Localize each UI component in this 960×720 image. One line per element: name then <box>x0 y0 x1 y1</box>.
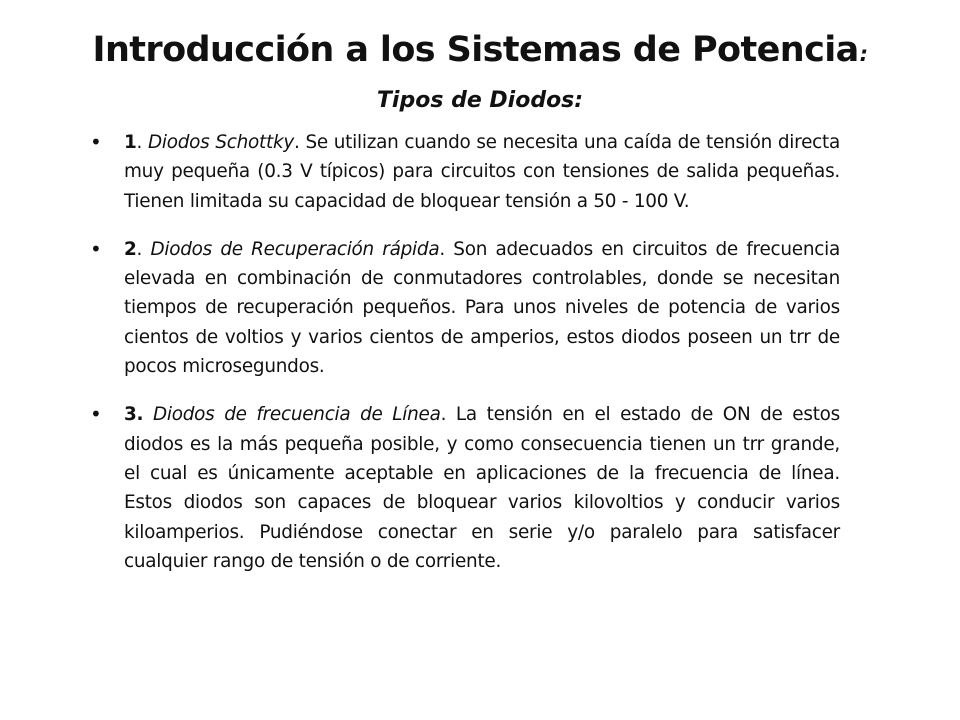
bullet-list <box>0 128 960 595</box>
bullet-text: 1. Diodos Schottky. Se utilizan cuando se necesita una caída de tensión directa muy pequeña (0.3 V típicos) para circuitos con tensiones de salida pequeñas. Tienen limitada su capacidad de bloquear tensión a 50 - 100 V. <box>124 132 840 212</box>
bullet-text: 3. Diodos de frecuencia de Línea. La tensión en el estado de ON de estos diodos es la más pequeña posible, y como consecuencia tienen un trr grande, el cual es únicamente aceptable en aplicaciones de la frecuencia de línea. Estos diodos son capaces de bloquear varios kilovoltios y conducir varios kiloamperios. Pudiéndose conectar en serie y/o paralelo para satisfacer cualquier rango de tensión o de corriente. <box>124 404 840 572</box>
bullet-description: La tensión en el estado de ON de estos diodos es la más pequeña posible, y como consecuencia tienen un trr grande, el cual es únicamente aceptable en aplicaciones de la frecuencia de línea. Estos diodos son capaces de bloquear varios kilovoltios y conducir varios kiloamperios. Pudiéndose conectar en serie y/o paralelo para satisfacer cualquier rango de tensión o de corriente. <box>124 404 840 572</box>
bullet-number: 2 <box>124 238 137 260</box>
bullet-number: 1 <box>124 132 137 153</box>
bullet-number: 3. <box>124 404 144 426</box>
slide-subtitle: Tipos de Diodos: <box>376 88 584 113</box>
bullet-term: Diodos de Recuperación rápida <box>150 238 440 260</box>
bullet-dot-icon: • <box>90 130 102 154</box>
bullet-term: Diodos Schottky <box>147 132 295 153</box>
bullet-description: Se utilizan cuando se necesita una caída de tensión directa muy pequeña (0.3 V típicos) para circuitos con tensiones de salida pequeñas. Tienen limitada su capacidad de bloquear tensión a 50 - 100 V. <box>124 132 840 212</box>
bullet-term: Diodos de frecuencia de Línea <box>152 404 441 426</box>
slide-title-colon: : <box>859 42 868 66</box>
bullet-item-fast-recovery <box>0 235 960 381</box>
bullet-item-line-frequency <box>0 400 960 576</box>
slide-title-text: Introducción a los Sistemas de Potencia <box>92 30 859 70</box>
slide-title <box>0 24 960 80</box>
bullet-item-schottky <box>0 128 960 216</box>
bullet-description: Son adecuados en circuitos de frecuencia elevada en combinación de conmutadores controlables, donde se necesitan tiempos de recuperación pequeños. Para unos niveles de potencia de varios cientos de voltios y varios cientos de amperios, estos diodos poseen un trr de pocos microsegundos. <box>124 238 841 378</box>
bullet-dot-icon: • <box>90 402 102 427</box>
bullet-dot-icon: • <box>90 236 102 261</box>
bullet-text: 2. Diodos de Recuperación rápida. Son adecuados en circuitos de frecuencia elevada en combinación de conmutadores controlables, donde se necesitan tiempos de recuperación pequeños. Para unos niveles de potencia de varios cientos de voltios y varios cientos de amperios, estos diodos poseen un trr de pocos microsegundos. <box>124 238 841 378</box>
